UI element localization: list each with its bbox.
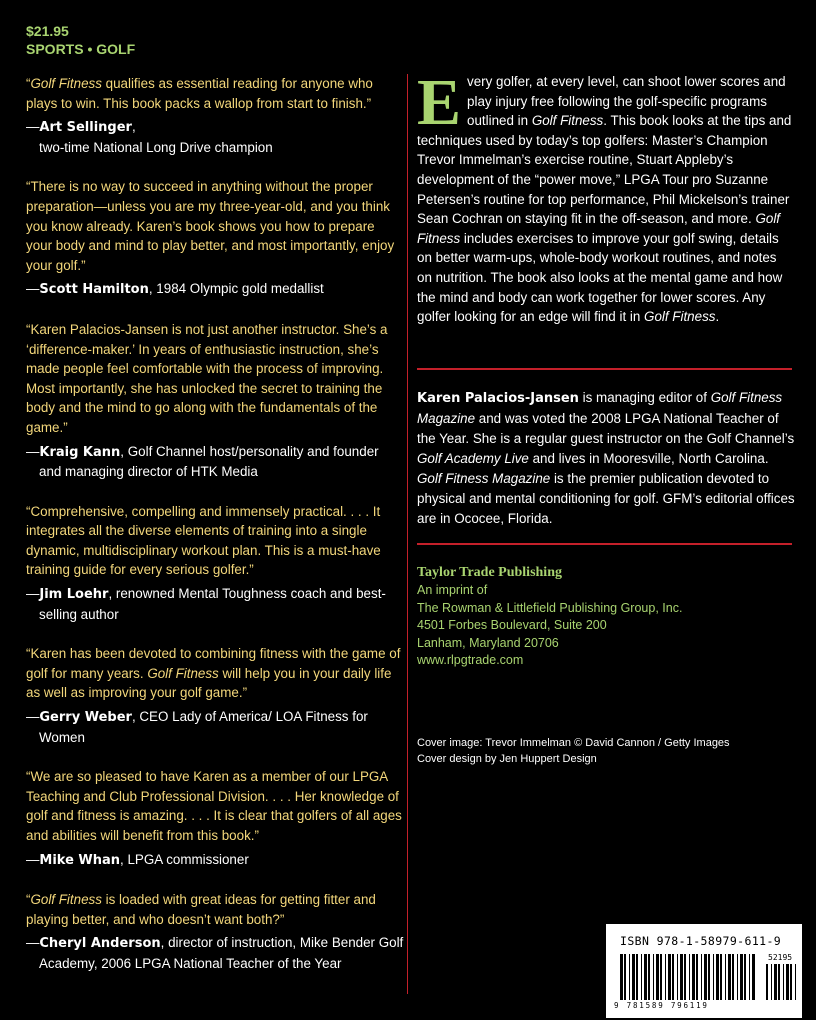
barcode-bar — [629, 954, 630, 1000]
barcode-bar — [689, 954, 690, 1000]
barcode-bar — [636, 954, 638, 1000]
blurb — [26, 890, 404, 973]
barcode-bar — [704, 954, 707, 1000]
barcode-bar — [713, 954, 714, 1000]
barcode-bar — [696, 954, 698, 1000]
blurb — [26, 767, 404, 870]
barcode-bar — [740, 954, 743, 1000]
barcode-bar — [716, 954, 719, 1000]
publisher-line: An imprint of — [417, 583, 488, 597]
barcode-bar — [692, 954, 695, 1000]
barcode-bar — [766, 964, 768, 1000]
blurb-attribution: —Mike Whan, LPGA commissioner — [26, 851, 249, 868]
publisher-website: www.rlpgtrade.com — [417, 653, 524, 667]
barcode-bar — [795, 964, 796, 1000]
vertical-divider — [407, 74, 408, 994]
barcode-bar — [684, 954, 686, 1000]
barcode-bar — [790, 964, 792, 1000]
description-text: Every golfer, at every level, can shoot lower scores and play injury free following the golf-specific programs outlined in Golf Fitness. This book looks at the tips and techniques used by today’s top golfers: Master’s Champion Trevor Immelman’s exercise routine, Stuart Appleby’s development of the “power move,” LPGA Tour pro Suzanne Petersen’s routine for top performance, Phil Mickelson’s trainer Sean Cochran on staying fit in the off-season, and more. Golf Fitness includes exercises to improve your golf swing, details on better warm-ups, whole-body workout routines, and notes on nutrition. The book also looks at the mental game and how the mind and body can work together for lower scores. Any golfer looking for an edge will find it in Golf Fitness. — [417, 66, 792, 325]
drop-cap: E — [417, 66, 462, 139]
barcode-bar — [752, 954, 755, 1000]
ean-digits: 9 781589 796119 — [614, 1001, 709, 1010]
blurb-attribution: —Gerry Weber, CEO Lady of America/ LOA Fitness for Women — [26, 709, 368, 745]
barcode-bar — [672, 954, 674, 1000]
blurb-quote: “Golf Fitness qualifies as essential reading for anyone who plays to win. This book packs a wallop from start to finish.” — [26, 76, 373, 111]
book-description — [417, 66, 795, 327]
blurb — [26, 74, 404, 157]
barcode-bar — [680, 954, 683, 1000]
barcode-bar — [668, 954, 671, 1000]
barcode-bar — [660, 954, 662, 1000]
publisher-info — [417, 563, 795, 670]
blurb-attribution: —Cheryl Anderson, director of instruction, Mike Bender Golf Academy, 2006 LPGA National Teacher of the Year — [26, 935, 404, 971]
barcode-bar — [783, 964, 784, 1000]
blurb — [26, 502, 404, 625]
barcode-bar — [725, 954, 726, 1000]
barcode-bar — [641, 954, 642, 1000]
barcode-bar — [653, 954, 654, 1000]
cover-image-credit: Cover image: Trevor Immelman © David Cannon / Getty Images — [417, 737, 730, 749]
barcode — [606, 924, 802, 1018]
barcode-bar — [737, 954, 738, 1000]
price-code: 52195 — [768, 953, 793, 962]
barcode-bar — [732, 954, 734, 1000]
barcode-bar — [771, 964, 772, 1000]
barcode-bar — [708, 954, 710, 1000]
blurb-attribution: —Kraig Kann, Golf Channel host/personality and founder and managing director of HTK Media — [26, 443, 379, 480]
divider-rule — [417, 543, 792, 545]
divider-rule — [417, 368, 792, 370]
publisher-line: 4501 Forbes Boulevard, Suite 200 — [417, 618, 607, 632]
barcode-bar — [665, 954, 666, 1000]
cover-design-credit: Cover design by Jen Huppert Design — [417, 752, 597, 765]
barcode-bar — [620, 954, 623, 1000]
endorsements — [26, 74, 404, 994]
author-bio: Karen Palacios-Jansen is managing editor of Golf Fitness Magazine and was voted the 2008 LPGA National Teacher of the Year. She is a regular guest instructor on the Golf Channel’s Golf Academy Live and lives in Mooresville, North Carolina. Golf Fitness Magazine is the premier publication devoted to physical and mental conditioning for golf. GFM’s editorial offices are in Ococee, Florida. — [417, 390, 795, 526]
barcode-bar — [624, 954, 626, 1000]
barcode-bar — [648, 954, 650, 1000]
price: $21.95 — [26, 23, 69, 39]
category: SPORTS • GOLF — [26, 41, 136, 57]
publisher-name: Taylor Trade Publishing — [417, 565, 562, 580]
barcode-bar — [644, 954, 647, 1000]
blurb-quote: “There is no way to succeed in anything without the proper preparation—unless you are my three-year-old, and you think you know already. Karen’s book shows you how to prepare your body and mind to play better, and most importantly, enjoy your golf.” — [26, 179, 395, 273]
blurb-attribution: —Art Sellinger, two-time National Long Drive champion — [26, 119, 273, 155]
barcode-bar — [778, 964, 780, 1000]
barcode-bar — [720, 954, 722, 1000]
barcode-bar — [656, 954, 659, 1000]
price-header — [26, 22, 135, 58]
blurb-quote: “Karen has been devoted to combining fitness with the game of golf for many years. Golf Fitness will help you in your daily life as well as improving your golf game.” — [26, 646, 401, 701]
cover-credits — [417, 736, 795, 767]
barcode-bar — [677, 954, 678, 1000]
blurb-attribution: —Scott Hamilton, 1984 Olympic gold medallist — [26, 281, 324, 298]
barcode-bar — [774, 964, 777, 1000]
publisher-line: Lanham, Maryland 20706 — [417, 635, 559, 650]
barcode-bar — [632, 954, 635, 1000]
isbn-text: ISBN 978-1-58979-611-9 — [620, 934, 782, 948]
blurb — [26, 320, 404, 482]
barcode-bar — [728, 954, 731, 1000]
blurb-quote: “Comprehensive, compelling and immensely practical. . . . It integrates all the diverse elements of training into a single dynamic, multidisciplinary workout plan. This is a must-have training guide for every serious golfer.” — [26, 503, 381, 578]
blurb — [26, 644, 404, 747]
blurb-quote: “We are so pleased to have Karen as a member of our LPGA Teaching and Club Professional Division. . . . Her knowledge of golf and fitness is amazing. . . . It is clear that golfers of all ages and abilities will benefit from this book.” — [26, 769, 402, 843]
blurb-quote: “Karen Palacios-Jansen is not just another instructor. She’s a ‘difference-maker.’ In years of enthusiastic instruction, she’s made people feel comfortable with the process of improving. Most importantly, she has unlocked the secret to training the body and the mind to go along with the fundamentals of the game.” — [26, 321, 388, 435]
barcode-bar — [749, 954, 750, 1000]
barcode-bar — [744, 954, 746, 1000]
blurb — [26, 177, 404, 300]
blurb-quote: “Golf Fitness is loaded with great ideas for getting fitter and playing better, and who doesn’t want both?” — [26, 892, 376, 927]
blurb-attribution: —Jim Loehr, renowned Mental Toughness coach and best-selling author — [26, 586, 386, 622]
barcode-bar — [786, 964, 789, 1000]
publisher-line: The Rowman & Littlefield Publishing Group, Inc. — [417, 600, 683, 615]
barcode-bar — [701, 954, 702, 1000]
